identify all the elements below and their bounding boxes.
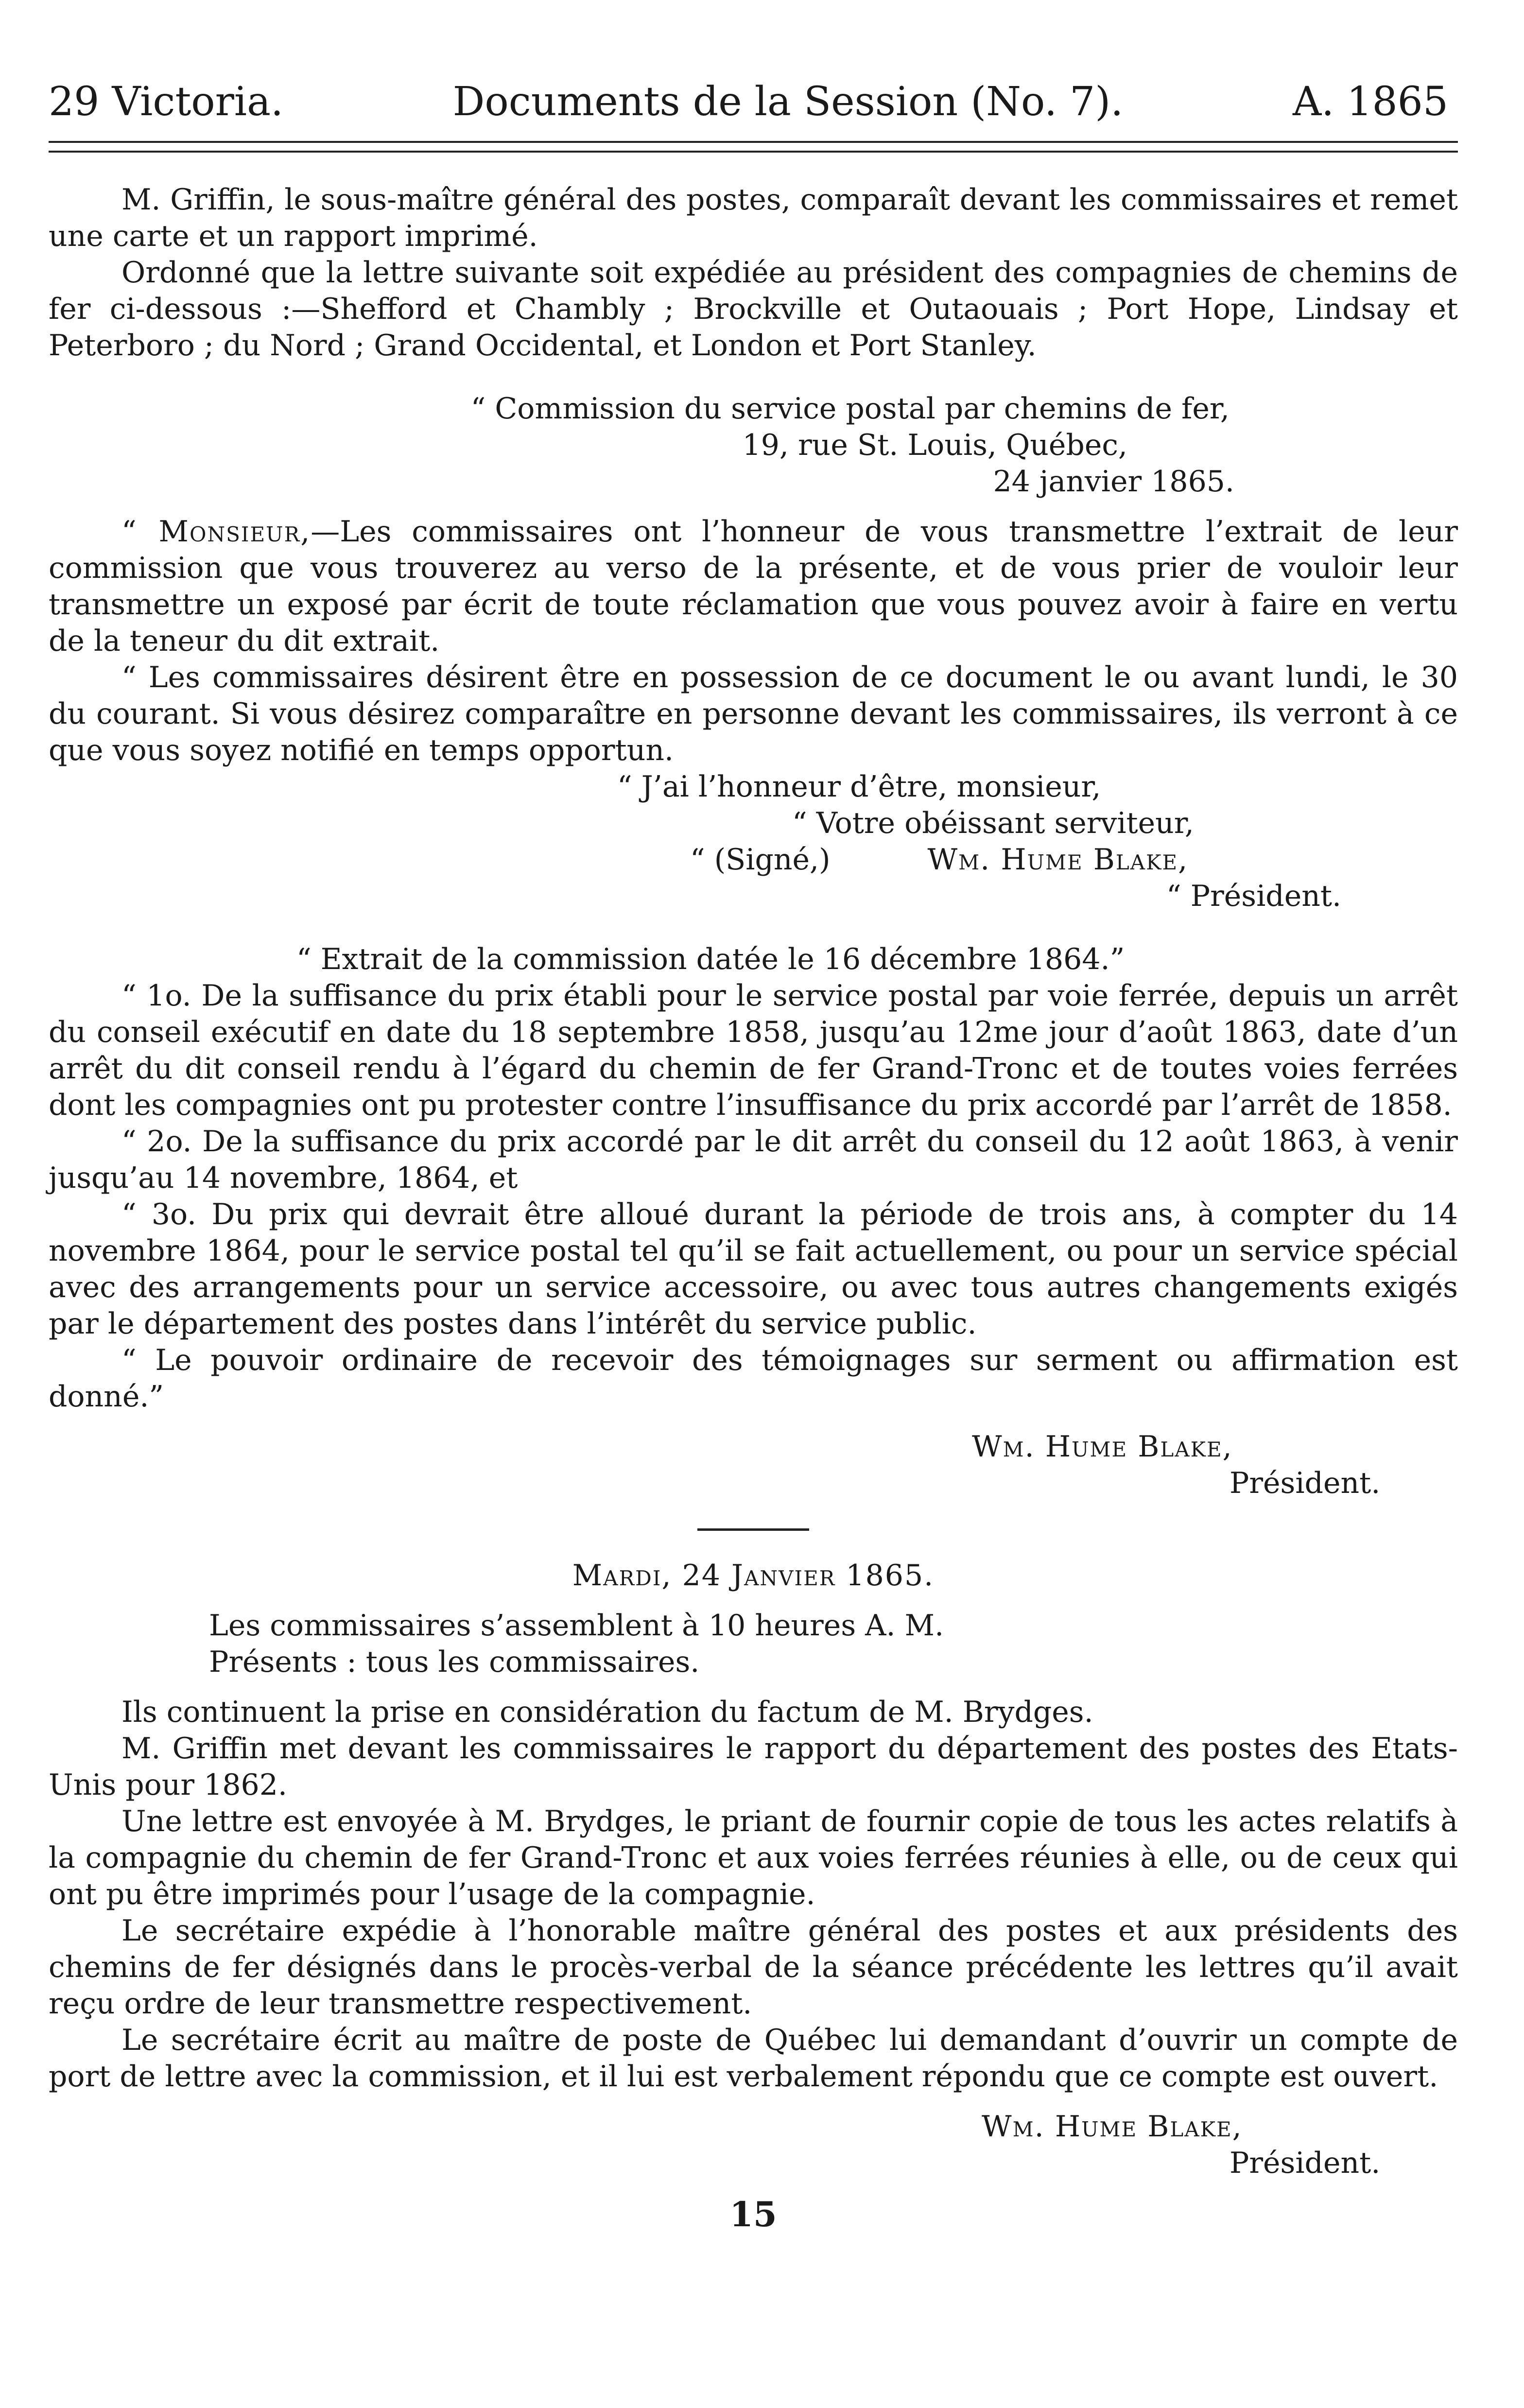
extract-item-4: “ Le pouvoir ordinaire de recevoir des témoignages sur serment ou affirmation est donné.” — [49, 1343, 1458, 1414]
signature-1-name: Wm. Hume Blake, — [972, 1430, 1233, 1464]
closing-title: “ Président. — [1166, 879, 1342, 913]
minutes-paragraph-1: Ils continuent la prise en considération du factum de M. Brydges. — [121, 1695, 1093, 1729]
closing-name: Wm. Hume Blake, — [927, 843, 1189, 877]
closing-line-2: “ Votre obéissant serviteur, — [792, 806, 1194, 840]
extract-item-2: “ 2o. De la suffisance du prix accordé par le dit arrêt du conseil du 12 août 1863, à venir jusqu’au 14 novembre, 1864, et — [49, 1125, 1458, 1195]
meeting-line-2: Présents : tous les commissaires. — [209, 1645, 700, 1679]
letter-heading-line-2: 19, rue St. Louis, Québec, — [742, 428, 1127, 462]
section-divider — [697, 1528, 809, 1531]
letter-heading-line-3: 24 janvier 1865. — [993, 465, 1234, 499]
minutes-paragraph-4: Le secrétaire expédie à l’honorable maître général des postes et aux présidents des chemins de fer désignés dans le procès-verbal de la séance précédente les lettres qu’il avait reçu ordre de leur transmettre respectivement. — [49, 1914, 1458, 2021]
meeting-line-1: Les commissaires s’assemblent à 10 heures A. M. — [209, 1609, 944, 1643]
signature-2-title: Président. — [1230, 2146, 1381, 2180]
paragraph-ordonne: Ordonné que la lettre suivante soit expédiée au président des compagnies de chemins de fer ci-dessous :—Shefford et Chambly ; Brockville et Outaouais ; Port Hope, Lindsay et Peterboro ; du Nord ; Grand Occidental, et London et Port Stanley. — [49, 256, 1458, 363]
signature-1-title: Président. — [1230, 1466, 1381, 1500]
extract-item-3: “ 3o. Du prix qui devrait être alloué durant la période de trois ans, à compter du 14 novembre 1864, pour le service postal tel qu’il se fait actuellement, ou pour un service spécial avec des arrangements pour un service accessoire, ou avec tous autres changements exigés par le département des postes dans l’intérêt du service public. — [49, 1197, 1458, 1341]
letter-paragraph-1 — [49, 514, 1458, 659]
section-heading: Mardi, 24 Janvier 1865. — [572, 1559, 935, 1593]
letter-heading-line-1: “ Commission du service postal par chemins de fer, — [470, 392, 1230, 426]
header-right: A. 1865 — [1292, 79, 1448, 125]
document-page — [49, 78, 1458, 2233]
minutes-paragraph-5: Le secrétaire écrit au maître de poste de Québec lui demandant d’ouvrir un compte de port de lettre avec la commission, et il lui est verbalement répondu que ce compte est ouvert. — [49, 2023, 1458, 2094]
header-double-rule — [49, 141, 1458, 153]
signature-2-name: Wm. Hume Blake, — [982, 2110, 1243, 2144]
extract-item-1: “ 1o. De la suffisance du prix établi pour le service postal par voie ferrée, depuis un arrêt du conseil exécutif en date du 18 septembre 1858, jusqu’au 12me jour d’août 1863, date d’un arrêt du dit conseil rendu à l’égard du chemin de fer Grand-Tronc et de toutes voies ferrées dont les compagnies ont pu protester contre l’insuffisance du prix accordé par l’arrêt de 1858. — [49, 979, 1458, 1122]
closing-line-1: “ J’ai l’honneur d’être, monsieur, — [617, 770, 1101, 804]
letter-paragraph-1-text: —Les commissaires ont l’honneur de vous transmettre l’extrait de leur commission que vous trouverez au verso de la présente, et de vous prier de vouloir leur transmettre un exposé par écrit de toute réclamation que vous pouvez avoir à faire en vertu de la teneur du dit extrait. — [49, 515, 1458, 658]
letter-paragraph-2: “ Les commissaires désirent être en possession de ce document le ou avant lundi, le 30 du courant. Si vous désirez comparaître en personne devant les commissaires, ils verront à ce que vous soyez notifié en temps opportun. — [49, 660, 1458, 767]
header-left: 29 Victoria. — [49, 79, 284, 125]
running-head — [49, 78, 1458, 126]
closing-signed: “ (Signé,) — [690, 843, 831, 877]
paragraph-griffin: M. Griffin, le sous-maître général des postes, comparaît devant les commissaires et remet une carte et un rapport imprimé. — [49, 183, 1458, 253]
extract-title: “ Extrait de la commission datée le 16 décembre 1864.” — [296, 942, 1125, 976]
page-number: 15 — [729, 2194, 777, 2235]
minutes-paragraph-2: M. Griffin met devant les commissaires le rapport du département des postes des Etats-Unis pour 1862. — [49, 1732, 1458, 1802]
header-center: Documents de la Session (No. 7). — [452, 79, 1124, 125]
closing-signature-line — [49, 842, 1458, 878]
salutation: “ Monsieur, — [121, 515, 311, 549]
minutes-paragraph-3: Une lettre est envoyée à M. Brydges, le priant de fournir copie de tous les actes relatifs à la compagnie du chemin de fer Grand-Tronc et aux voies ferrées réunies à elle, ou de ceux qui ont pu être imprimés pour l’usage de la compagnie. — [49, 1804, 1458, 1911]
